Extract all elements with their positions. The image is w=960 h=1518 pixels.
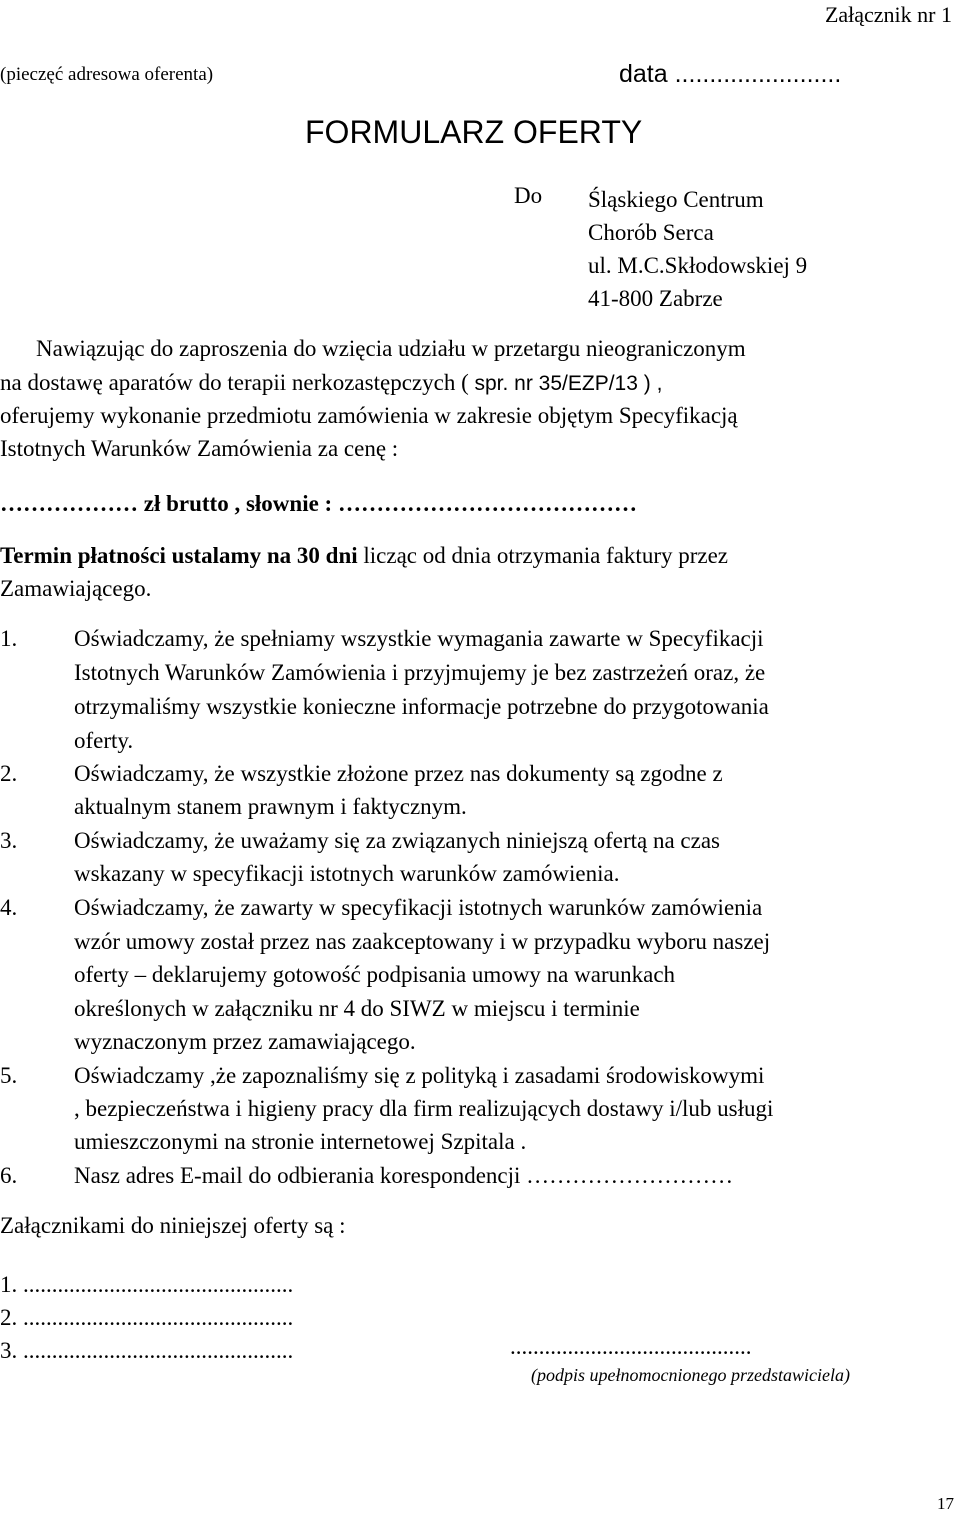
attachment-item: 2. ............................................... (0, 1305, 294, 1330)
declaration-line: wyznaczonym przez zamawiającego. (74, 1029, 416, 1054)
intro-line: Nawiązując do zaproszenia do wzięcia udziału w przetargu nieograniczonym (36, 336, 746, 361)
declaration-line: aktualnym stanem prawnym i faktycznym. (74, 794, 467, 819)
signature-caption: (podpis upełnomocnionego przedstawiciela) (531, 1365, 850, 1385)
attachments-heading: Załącznikami do niniejszej oferty są : (0, 1213, 346, 1238)
intro-line: oferujemy wykonanie przedmiotu zamówienia w zakresie objętym Specyfikacją (0, 403, 738, 428)
annex-label: Załącznik nr 1 (824, 2, 952, 27)
addressee-block (588, 183, 807, 315)
declaration-line: Oświadczamy, że uważamy się za związanych niniejszą ofertą na czas (74, 828, 720, 853)
date-field: data ........................ (619, 60, 842, 88)
declaration-number: 5. (0, 1063, 18, 1088)
declaration-line: umieszczonymi na stronie internetowej Szpitala . (74, 1129, 527, 1154)
declaration-line: Oświadczamy, że wszystkie złożone przez nas dokumenty są zgodne z (74, 761, 723, 786)
addressee-line: Śląskiego Centrum (588, 187, 764, 212)
intro-line: na dostawę aparatów do terapii nerkozastępczych ( spr. nr 35/EZP/13 ) , (0, 370, 663, 395)
declaration-line: wzór umowy został przez nas zaakceptowany i w przypadku wyboru naszej (74, 929, 771, 954)
declaration-number: 4. (0, 895, 18, 920)
signature-dots: .......................................... (510, 1334, 752, 1359)
declaration-line: Oświadczamy, że zawarty w specyfikacji istotnych warunków zamówienia (74, 895, 763, 920)
declaration-line: , bezpieczeństwa i higieny pracy dla firm realizujących dostawy i/lub usługi (74, 1096, 774, 1121)
attachment-item: 1. ............................................... (0, 1272, 294, 1297)
payment-terms (0, 543, 728, 569)
page-title: FORMULARZ OFERTY (305, 114, 643, 150)
declaration-number: 1. (0, 626, 18, 651)
price-line: ……………… zł brutto , słownie : ………………………………… (0, 491, 637, 516)
attachment-item: 3. ............................................... (0, 1338, 294, 1363)
declaration-line: otrzymaliśmy wszystkie konieczne informacje potrzebne do przygotowania (74, 694, 769, 719)
page-number: 17 (937, 1494, 954, 1513)
attachments-list (0, 1268, 293, 1367)
declaration-number: 3. (0, 828, 18, 853)
payment-terms-bold: Termin płatności ustalamy na 30 dni (0, 543, 358, 568)
payment-terms-line2: Zamawiającego. (0, 576, 152, 601)
declaration-number: 6. (0, 1163, 18, 1188)
payment-terms-rest: licząc od dnia otrzymania faktury przez (357, 543, 729, 568)
intro-line: Istotnych Warunków Zamówienia za cenę : (0, 436, 399, 461)
addressee-line: Chorób Serca (588, 220, 714, 245)
declaration-line: wskazany w specyfikacji istotnych warunków zamówienia. (74, 861, 620, 886)
declaration-number: 2. (0, 761, 18, 786)
declaration-line: oferty – deklarujemy gotowość podpisania umowy na warunkach (74, 962, 676, 987)
declaration-line: oferty. (74, 728, 134, 753)
addressee-to: Do (514, 183, 543, 208)
addressee-line: 41-800 Zabrze (588, 286, 723, 311)
declaration-line: Oświadczamy ,że zapoznaliśmy się z polityką i zasadami środowiskowymi (74, 1063, 765, 1088)
stamp-label: (pieczęć adresowa oferenta) (0, 64, 214, 85)
declaration-line: Oświadczamy, że spełniamy wszystkie wymagania zawarte w Specyfikacji (74, 626, 764, 651)
addressee-line: ul. M.C.Skłodowskiej 9 (588, 253, 808, 278)
declaration-line: określonych w załączniku nr 4 do SIWZ w miejscu i terminie (74, 996, 640, 1021)
email-line: Nasz adres E-mail do odbierania korespondencji ……………………… (74, 1163, 734, 1188)
declaration-line: Istotnych Warunków Zamówienia i przyjmujemy je bez zastrzeżeń oraz, że (74, 660, 766, 685)
